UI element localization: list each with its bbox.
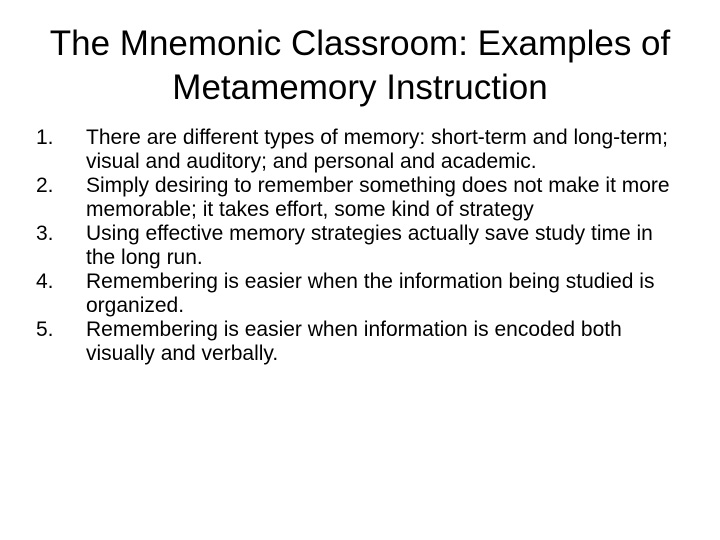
list-item-number: 2. [36, 174, 54, 197]
list-item [36, 174, 676, 222]
list-item-text: Remembering is easier when information is encoded both visually and verbally. [86, 318, 622, 365]
list-item [36, 318, 676, 366]
list-item-number: 1. [36, 126, 54, 149]
list-item-text: Simply desiring to remember something does not make it more memorable; it takes effort, some kind of strategy [86, 174, 670, 221]
list-item-number: 3. [36, 222, 54, 245]
list-item-text: Remembering is easier when the information being studied is organized. [86, 270, 655, 317]
numbered-list [36, 126, 676, 366]
slide-title: The Mnemonic Classroom: Examples of Metamemory Instruction [49, 24, 671, 107]
list-item [36, 222, 676, 270]
list-item-number: 4. [36, 270, 54, 293]
list-item-number: 5. [36, 318, 54, 341]
list-item-text: Using effective memory strategies actually save study time in the long run. [86, 222, 653, 269]
list-item [36, 270, 676, 318]
list-item-text: There are different types of memory: short-term and long-term; visual and auditory; and personal and academic. [86, 126, 669, 173]
list-item [36, 126, 676, 174]
